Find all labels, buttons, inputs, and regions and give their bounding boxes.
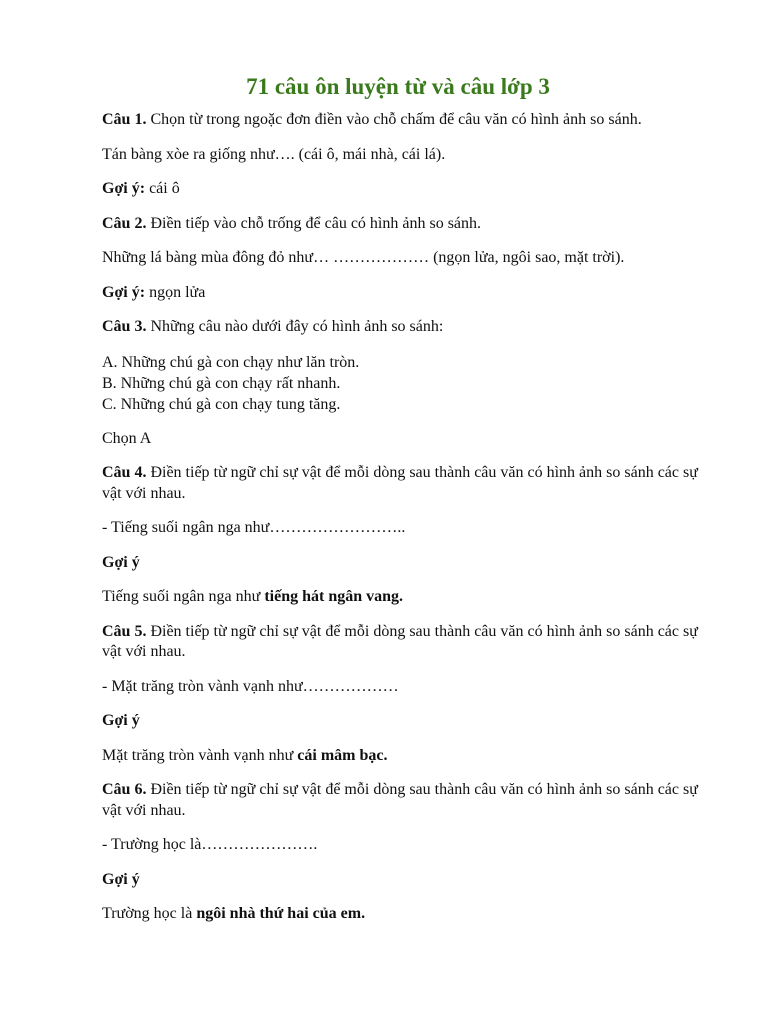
question-5-text: Điền tiếp từ ngữ chỉ sự vật để mỗi dòng sau thành câu văn có hình ảnh so sánh các sự vật với nhau. [102,622,698,660]
question-5-example: - Mặt trăng tròn vành vạnh như……………… [102,677,399,695]
question-3 [102,317,698,338]
question-6-text: Điền tiếp từ ngữ chỉ sự vật để mỗi dòng sau thành câu văn có hình ảnh so sánh các sự vật với nhau. [102,781,698,819]
answer-bold: ngôi nhà thứ hai của em. [196,905,366,922]
option-c: C. Những chú gà con chạy tung tăng. [102,395,341,413]
question-6-answer [102,904,698,925]
question-1-hint [102,179,698,200]
hint-text: ngọn lửa [145,283,206,301]
question-4 [102,463,698,504]
answer-prefix: Mặt trăng tròn vành vạnh như [102,746,298,764]
question-6-label: Câu 6. [102,781,147,798]
question-2 [102,214,698,235]
question-1-text: Chọn từ trong ngoặc đơn điền vào chỗ chấm để câu văn có hình ảnh so sánh. [146,111,642,128]
page-title: 71 câu ôn luyện từ và câu lớp 3 [246,74,550,99]
question-1-label: Câu 1. [102,111,147,128]
question-5-answer [102,746,698,767]
question-5-hint [102,711,698,732]
question-3-text: Những câu nào dưới đây có hình ảnh so sánh: [146,318,444,335]
question-1-example: Tán bàng xòe ra giống như…. (cái ô, mái nhà, cái lá). [102,145,446,163]
question-6-hint [102,870,698,891]
option-b: B. Những chú gà con chạy rất nhanh. [102,374,341,392]
question-5-label: Câu 5. [102,622,147,640]
question-4-answer [102,587,698,608]
question-4-example: - Tiếng suối ngân nga như…………………….. [102,519,406,536]
answer-bold: tiếng hát ngân vang. [264,588,404,605]
question-3-options [102,352,698,415]
answer-prefix: Trường học là [102,905,197,922]
question-2-example: Những lá bàng mùa đông đỏ như… ……………… (ngọn lửa, ngôi sao, mặt trời). [102,249,625,266]
question-4-hint [102,553,698,574]
question-4-label: Câu 4. [102,464,147,481]
question-1 [102,110,698,131]
question-2-label: Câu 2. [102,214,147,232]
question-3-label: Câu 3. [102,318,147,335]
hint-label: Gợi ý [102,553,140,571]
answer-bold: cái mâm bạc. [297,746,388,764]
hint-label: Gợi ý: [102,180,146,197]
answer-prefix: Tiếng suối ngân nga như [102,588,265,605]
option-a: A. Những chú gà con chạy như lăn tròn. [102,353,360,371]
hint-label: Gợi ý [102,870,140,888]
question-6 [102,780,698,821]
hint-label: Gợi ý [102,712,140,729]
question-5 [102,622,698,663]
question-6-example: - Trường học là…………………. [102,836,318,853]
question-3-answer: Chọn A [102,429,152,447]
question-4-text: Điền tiếp từ ngữ chỉ sự vật để mỗi dòng sau thành câu văn có hình ảnh so sánh các sự vật với nhau. [102,464,698,502]
question-2-text: Điền tiếp vào chỗ trống để câu có hình ảnh so sánh. [146,214,482,232]
question-2-hint [102,283,698,304]
hint-text: cái ô [145,180,180,197]
hint-label: Gợi ý: [102,283,146,301]
